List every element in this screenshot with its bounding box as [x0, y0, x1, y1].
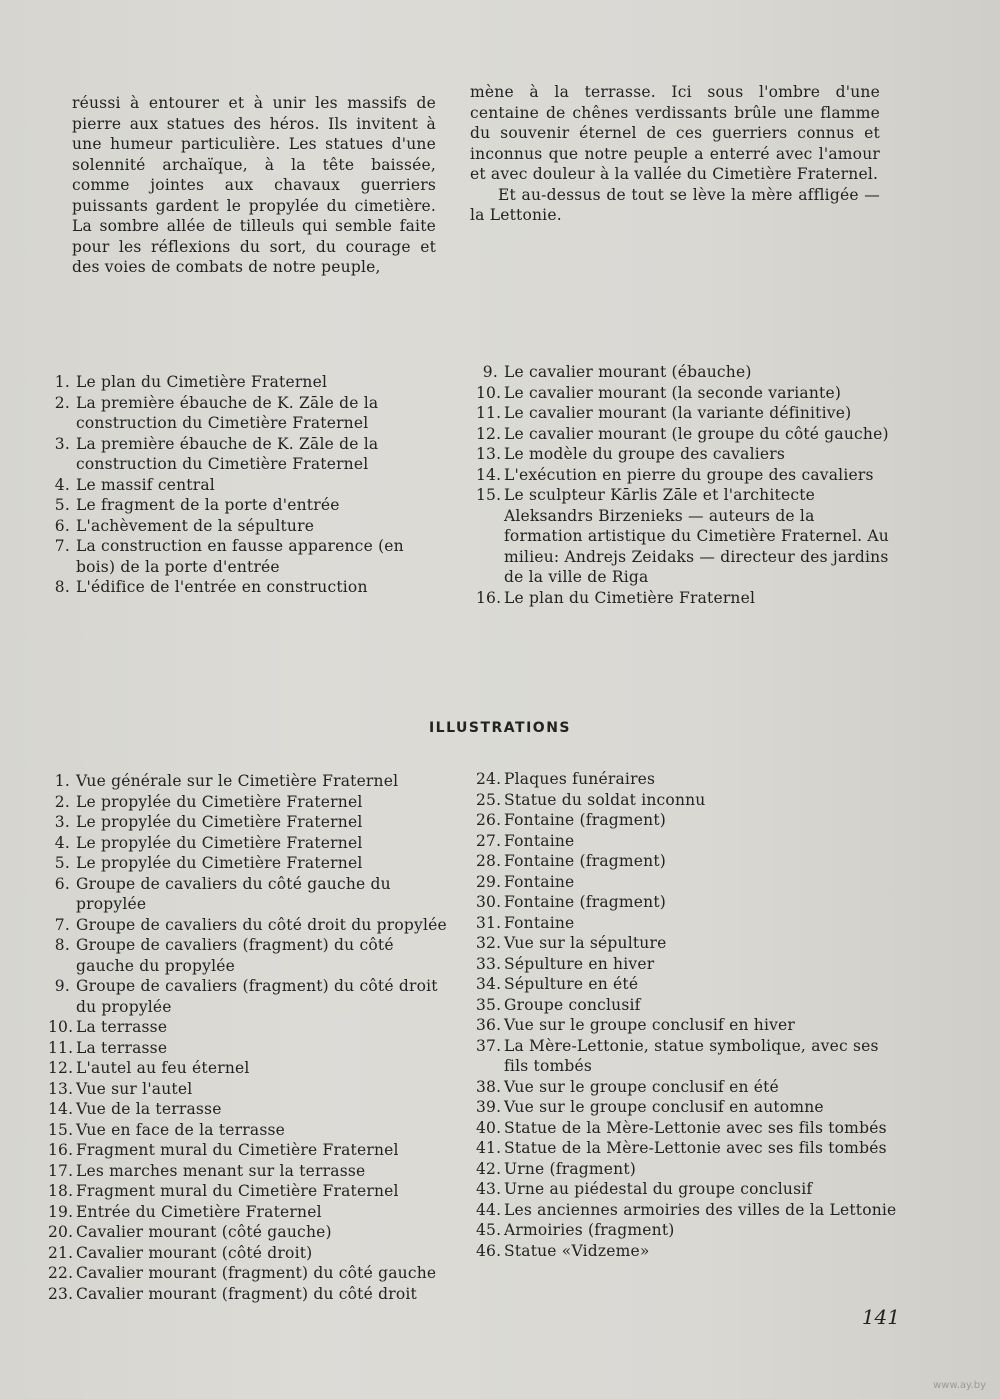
- list-item-number: 19.: [48, 1202, 74, 1221]
- list-item-number: 5.: [54, 496, 70, 514]
- list-item-number: 16.: [476, 588, 502, 607]
- list-item-number: 38.: [476, 1077, 502, 1096]
- list-item-number: 21.: [48, 1243, 74, 1262]
- page-number: 141: [861, 1305, 900, 1329]
- list-item-number: 5.: [54, 854, 70, 872]
- list-item-text: Cavalier mourant (côté droit): [76, 1243, 313, 1262]
- list-item-text: La terrasse: [76, 1018, 168, 1036]
- list-item: [476, 1015, 902, 1036]
- list-item-number: 44.: [476, 1200, 502, 1219]
- list-item-text: Plaques funéraires: [504, 770, 656, 788]
- list-item: [48, 1284, 452, 1305]
- list-item: [48, 1099, 452, 1120]
- list-item: [48, 833, 452, 854]
- list-item-number: 18.: [48, 1182, 74, 1200]
- list-item-number: 22.: [48, 1264, 74, 1282]
- list-item-text: Fontaine (fragment): [504, 852, 667, 870]
- list-item-text: Le cavalier mourant (la seconde variante): [504, 383, 842, 402]
- list-item-text: Vue sur le groupe conclusif en été: [504, 1077, 779, 1096]
- list-item: [476, 362, 892, 383]
- list-item: [476, 1036, 902, 1077]
- list-item-text: Le cavalier mourant (la variante définitive): [504, 404, 852, 422]
- illustrations-list-left: [48, 771, 452, 1304]
- list-item: [48, 771, 452, 792]
- list-item-number: 33.: [476, 954, 502, 973]
- list-item: [48, 1079, 452, 1100]
- list-item-text: Groupe de cavaliers (fragment) du côté gauche du propylée: [76, 936, 394, 975]
- list-item-number: 8.: [54, 936, 70, 954]
- list-item-text: Le propylée du Cimetière Fraternel: [76, 854, 363, 872]
- list-item-number: 8.: [54, 578, 70, 596]
- list-item-number: 9.: [482, 363, 498, 381]
- list-item: [48, 495, 448, 516]
- list-item-text: Armoiries (fragment): [504, 1221, 675, 1239]
- list-item-number: 7.: [54, 537, 70, 555]
- list-item: [476, 444, 892, 465]
- list-item-text: Entrée du Cimetière Fraternel: [76, 1202, 322, 1221]
- intro-left-paragraph: réussi à entourer et à unir les massifs de pierre aux statues des héros. Ils invitent à une humeur particulière. Les statues d'une solennité archaïque, à la tête baissée, comme jointes aux chavaux guerriers puissants gardent le propylée du cimetière. La sombre allée de tilleuls qui semble faite pour les réflexions du sort, du courage et des voies de combats de notre peuple,: [72, 94, 436, 276]
- list-item: [48, 372, 448, 393]
- list-item: [476, 1118, 902, 1139]
- list-item-text: Vue sur le groupe conclusif en hiver: [504, 1016, 796, 1034]
- list-item-text: Groupe de cavaliers du côté gauche du propylée: [76, 874, 391, 913]
- list-item-text: La première ébauche de K. Zāle de la construction du Cimetière Fraternel: [76, 393, 379, 432]
- list-item-text: Le cavalier mourant (le groupe du côté gauche): [504, 424, 889, 443]
- list-item-text: Fontaine (fragment): [504, 893, 667, 911]
- list-item-number: 26.: [476, 811, 502, 829]
- list-item: [48, 393, 448, 434]
- list-item-number: 4.: [54, 475, 70, 494]
- list-item-text: Fontaine (fragment): [504, 811, 667, 829]
- list-item-number: 29.: [476, 872, 502, 891]
- list-item-number: 20.: [48, 1223, 74, 1241]
- list-item-text: Les anciennes armoiries des villes de la Lettonie: [504, 1200, 897, 1219]
- list-item-text: Cavalier mourant (côté gauche): [76, 1223, 332, 1241]
- list-item: [476, 1241, 902, 1262]
- list-item-number: 32.: [476, 934, 502, 952]
- list-item-number: 36.: [476, 1016, 502, 1034]
- list-item-number: 1.: [54, 772, 70, 790]
- list-item-text: Fragment mural du Cimetière Fraternel: [76, 1141, 399, 1159]
- list-item-number: 31.: [476, 913, 502, 932]
- list-item-text: La première ébauche de K. Zāle de la construction du Cimetière Fraternel: [76, 434, 379, 473]
- illustrations-list-right: [476, 769, 902, 1261]
- list-item-number: 11.: [48, 1038, 74, 1057]
- list-item-number: 15.: [476, 486, 502, 504]
- list-item: [476, 1159, 902, 1180]
- list-item-number: 30.: [476, 893, 502, 911]
- list-item: [476, 974, 902, 995]
- list-item-text: Cavalier mourant (fragment) du côté droit: [76, 1284, 417, 1303]
- list-item-text: Le massif central: [76, 475, 215, 494]
- list-item: [48, 475, 448, 496]
- list-item: [476, 588, 892, 609]
- list-item-number: 40.: [476, 1118, 502, 1137]
- list-item: [476, 1138, 902, 1159]
- list-item: [48, 1263, 452, 1284]
- list-item-number: 45.: [476, 1221, 502, 1239]
- list-item-text: L'exécution en pierre du groupe des cavaliers: [504, 465, 874, 484]
- list-item: [48, 792, 452, 813]
- intro-right-paragraph-2: Et au-dessus de tout se lève la mère affligée — la Lettonie.: [470, 185, 880, 224]
- list-item: [476, 995, 902, 1016]
- list-item-text: Le fragment de la porte d'entrée: [76, 496, 340, 514]
- list-item: [48, 1161, 452, 1182]
- list-item: [476, 1220, 902, 1241]
- list-item-number: 6.: [54, 516, 70, 535]
- list-item: [476, 1200, 902, 1221]
- list-item-number: 7.: [54, 915, 70, 934]
- list-item-number: 17.: [48, 1161, 74, 1180]
- list-item-number: 37.: [476, 1036, 502, 1055]
- intro-right-paragraph-1: mène à la terrasse. Ici sous l'ombre d'une centaine de chênes verdissants brûle une flamme du souvenir éternel de ces guerriers connus et inconnus que notre peuple a enterré avec l'amour et avec douleur à la vallée du Cimetière Fraternel.: [470, 83, 880, 183]
- list-item-number: 11.: [476, 404, 502, 422]
- list-item-number: 15.: [48, 1120, 74, 1139]
- list-item: [476, 933, 902, 954]
- list-item-text: L'achèvement de la sépulture: [76, 516, 315, 535]
- list-item-number: 6.: [54, 874, 70, 893]
- list-item: [476, 872, 902, 893]
- list-item: [48, 1181, 452, 1202]
- list-item-text: Vue en face de la terrasse: [76, 1120, 286, 1139]
- list-item: [476, 851, 902, 872]
- list-item-text: Sépulture en été: [504, 975, 639, 993]
- list-item: [476, 485, 892, 588]
- list-item-number: 28.: [476, 852, 502, 870]
- plans-list-left: [48, 372, 448, 598]
- list-item-text: Le plan du Cimetière Fraternel: [76, 373, 328, 391]
- list-item-text: Vue de la terrasse: [76, 1100, 222, 1118]
- list-item-text: Groupe de cavaliers (fragment) du côté droit du propylée: [76, 977, 438, 1016]
- list-item-text: Le propylée du Cimetière Fraternel: [76, 833, 363, 852]
- list-item-text: Le propylée du Cimetière Fraternel: [76, 792, 363, 811]
- list-item: [48, 536, 448, 577]
- list-item-text: Le sculpteur Kārlis Zāle et l'architecte Aleksandrs Birzenieks — auteurs de la formation artistique du Cimetière Fraternel. Au milieu: Andrejs Zeidaks — directeur des jardins de la ville de Riga: [504, 486, 889, 586]
- list-item: [476, 403, 892, 424]
- list-item-number: 4.: [54, 833, 70, 852]
- intro-left-column: [72, 93, 436, 278]
- list-item-text: Fragment mural du Cimetière Fraternel: [76, 1182, 399, 1200]
- list-item: [48, 935, 452, 976]
- list-item: [48, 812, 452, 833]
- list-item-text: La terrasse: [76, 1038, 168, 1057]
- list-item: [476, 1077, 902, 1098]
- list-item-text: Le propylée du Cimetière Fraternel: [76, 813, 363, 831]
- list-item: [48, 1058, 452, 1079]
- list-item-text: Fontaine: [504, 913, 575, 932]
- list-item: [48, 1017, 452, 1038]
- list-item-number: 10.: [48, 1018, 74, 1036]
- list-item-text: Statue «Vidzeme»: [504, 1241, 650, 1260]
- list-item-text: Le cavalier mourant (ébauche): [504, 363, 752, 381]
- list-item-text: Vue sur la sépulture: [504, 934, 667, 952]
- list-item: [476, 790, 902, 811]
- list-item: [48, 874, 452, 915]
- list-item: [476, 769, 902, 790]
- list-item-number: 35.: [476, 995, 502, 1014]
- list-item: [48, 1202, 452, 1223]
- list-item-text: Fontaine: [504, 831, 575, 850]
- list-item: [476, 892, 902, 913]
- list-item: [476, 913, 902, 934]
- illustrations-heading: ILLUSTRATIONS: [428, 720, 572, 736]
- list-item-number: 25.: [476, 790, 502, 809]
- list-item-number: 24.: [476, 770, 502, 788]
- list-item-number: 14.: [476, 465, 502, 484]
- list-item-text: Urne au piédestal du groupe conclusif: [504, 1180, 813, 1198]
- list-item-number: 12.: [476, 424, 502, 443]
- list-item: [48, 1243, 452, 1264]
- watermark: www.ay.by: [933, 1380, 986, 1391]
- list-item: [48, 434, 448, 475]
- list-item-number: 27.: [476, 831, 502, 850]
- list-item-text: La Mère-Lettonie, statue symbolique, avec ses fils tombés: [504, 1036, 879, 1075]
- list-item-number: 10.: [476, 383, 502, 402]
- list-item-number: 39.: [476, 1098, 502, 1116]
- list-item-text: L'autel au feu éternel: [76, 1059, 250, 1077]
- list-item-text: Les marches menant sur la terrasse: [76, 1161, 366, 1180]
- list-item: [476, 1097, 902, 1118]
- list-item-text: Le plan du Cimetière Fraternel: [504, 588, 756, 607]
- list-item-text: Urne (fragment): [504, 1159, 637, 1178]
- list-item-text: Sépulture en hiver: [504, 954, 655, 973]
- list-item-text: Vue générale sur le Cimetière Fraternel: [76, 772, 399, 790]
- list-item-number: 2.: [54, 792, 70, 811]
- list-item-text: Statue de la Mère-Lettonie avec ses fils tombés: [504, 1118, 887, 1137]
- list-item-text: Le modèle du groupe des cavaliers: [504, 445, 786, 463]
- list-item: [476, 954, 902, 975]
- list-item: [48, 577, 448, 598]
- list-item: [48, 1140, 452, 1161]
- list-item: [48, 915, 452, 936]
- list-item-text: Groupe de cavaliers du côté droit du propylée: [76, 915, 447, 934]
- list-item-text: Groupe conclusif: [504, 995, 641, 1014]
- list-item-number: 2.: [54, 393, 70, 412]
- list-item: [48, 1120, 452, 1141]
- list-item-text: Vue sur l'autel: [76, 1079, 193, 1098]
- list-item-text: Statue du soldat inconnu: [504, 790, 706, 809]
- list-item-text: L'édifice de l'entrée en construction: [76, 578, 368, 596]
- plans-list-right: [476, 362, 892, 608]
- list-item: [476, 831, 902, 852]
- list-item: [476, 465, 892, 486]
- list-item-text: Statue de la Mère-Lettonie avec ses fils tombés: [504, 1139, 887, 1157]
- list-item-number: 14.: [48, 1100, 74, 1118]
- list-item-number: 3.: [54, 813, 70, 831]
- list-item-number: 13.: [476, 445, 502, 463]
- list-item-number: 23.: [48, 1284, 74, 1303]
- list-item-number: 3.: [54, 434, 70, 453]
- list-item: [48, 853, 452, 874]
- list-item-number: 13.: [48, 1079, 74, 1098]
- list-item-number: 9.: [54, 977, 70, 995]
- list-item: [48, 976, 452, 1017]
- list-item: [48, 516, 448, 537]
- intro-right-column: [470, 82, 880, 226]
- list-item: [48, 1038, 452, 1059]
- list-item-text: La construction en fausse apparence (en bois) de la porte d'entrée: [76, 537, 404, 576]
- list-item-text: Vue sur le groupe conclusif en automne: [504, 1098, 824, 1116]
- list-item-number: 43.: [476, 1180, 502, 1198]
- list-item-number: 16.: [48, 1141, 74, 1159]
- list-item-number: 12.: [48, 1059, 74, 1077]
- list-item-number: 1.: [54, 373, 70, 391]
- list-item-number: 34.: [476, 975, 502, 993]
- list-item: [476, 1179, 902, 1200]
- list-item-number: 41.: [476, 1139, 502, 1157]
- list-item: [476, 424, 892, 445]
- list-item-number: 42.: [476, 1159, 502, 1178]
- list-item: [476, 383, 892, 404]
- list-item-text: Cavalier mourant (fragment) du côté gauche: [76, 1264, 437, 1282]
- list-item: [476, 810, 902, 831]
- list-item-number: 46.: [476, 1241, 502, 1260]
- list-item: [48, 1222, 452, 1243]
- list-item-text: Fontaine: [504, 872, 575, 891]
